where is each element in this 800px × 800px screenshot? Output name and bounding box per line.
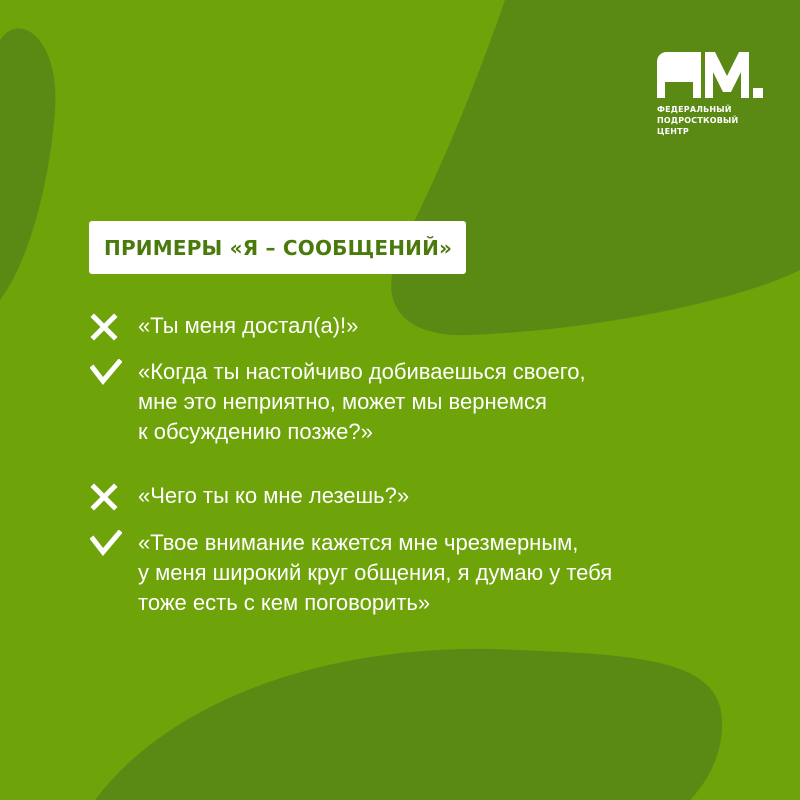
cross-icon xyxy=(90,483,122,511)
top-left-blob xyxy=(0,28,55,300)
cross-icon xyxy=(90,313,122,341)
fpc-logo-mark xyxy=(657,52,767,102)
page-title: ПРИМЕРЫ «Я – СООБЩЕНИЙ» xyxy=(104,235,453,260)
list-item xyxy=(90,528,778,618)
bottom-blob xyxy=(95,649,722,800)
list-item xyxy=(90,311,778,341)
list-item-text: «Твое внимание кажется мне чрезмерным, у меня широкий круг общения, я думаю у тебя тоже есть с кем поговорить» xyxy=(138,530,613,615)
check-icon xyxy=(90,359,122,387)
title-label xyxy=(89,221,466,274)
right-blob xyxy=(391,0,800,335)
logo-text: ФЕДЕРАЛЬНЫЙ ПОДРОСТКОВЫЙ ЦЕНТР xyxy=(657,105,739,136)
list-item-text: «Когда ты настойчиво добиваешься своего, мне это неприятно, может мы вернемся к обсуждению позже?» xyxy=(138,359,586,444)
check-icon xyxy=(90,530,122,558)
list-item-text: «Ты меня достал(а)!» xyxy=(138,313,359,338)
list-item xyxy=(90,481,778,511)
logo xyxy=(657,52,767,152)
list-item xyxy=(90,357,778,447)
list-item-text: «Чего ты ко мне лезешь?» xyxy=(138,483,410,508)
